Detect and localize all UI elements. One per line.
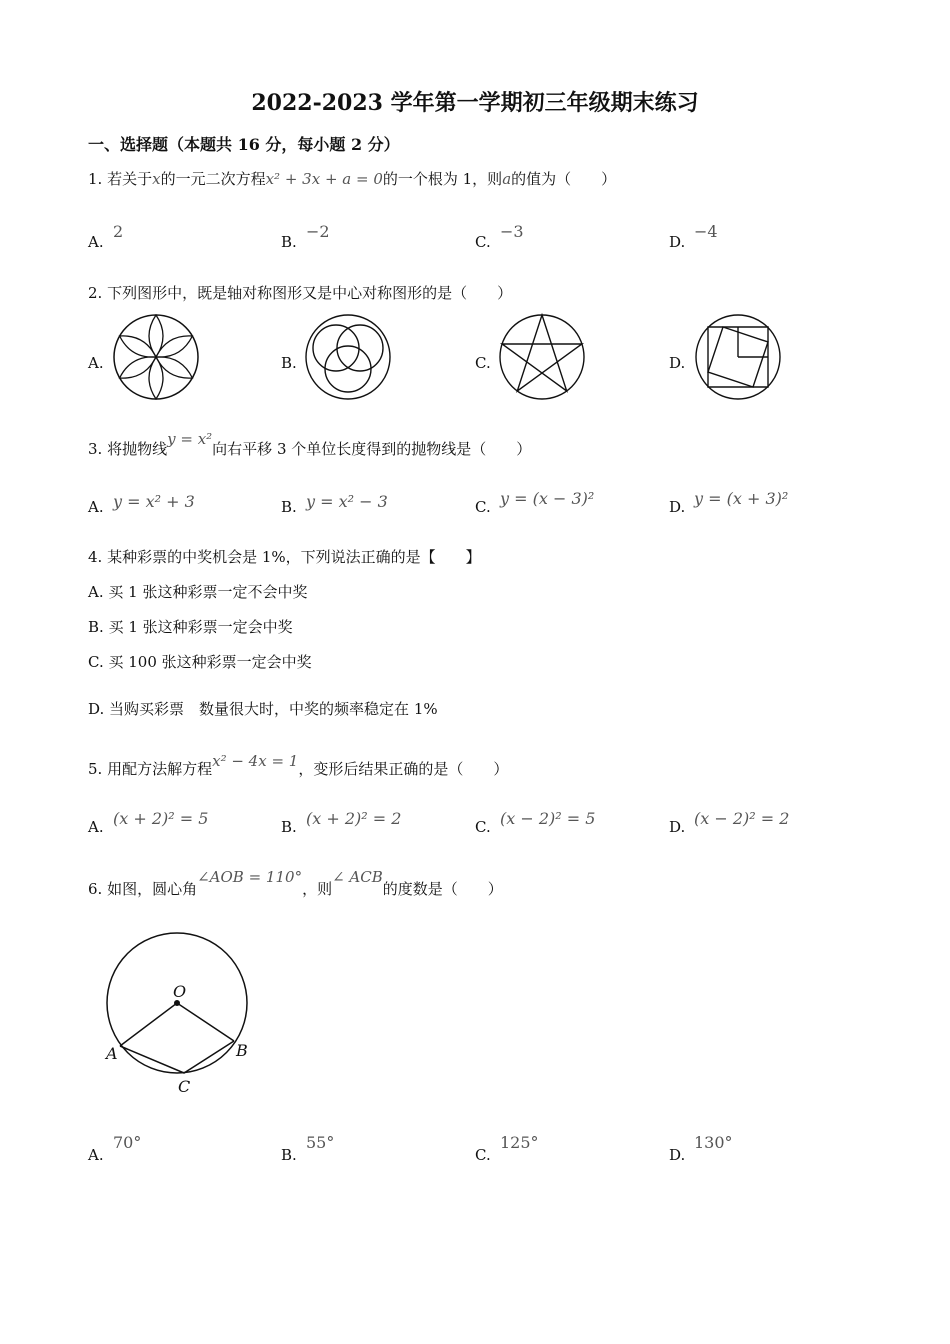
option-value: 2 (113, 222, 124, 241)
question-text: 的值为（ ） (511, 170, 617, 188)
option-letter: B. (281, 1146, 297, 1164)
option-d[interactable] (669, 1146, 685, 1164)
option-letter: D. (669, 233, 686, 251)
angle-aob: ∠AOB = 110° (197, 868, 303, 886)
angle-acb: ∠ ACB (332, 868, 383, 886)
variable-x: x (152, 170, 161, 188)
question-number: 6. (88, 880, 103, 898)
option-letter: D. (669, 354, 686, 372)
question-5 (88, 752, 509, 779)
option-value: y = (x − 3)² (500, 489, 595, 508)
option-letter: D. (669, 1146, 686, 1164)
option-value: −4 (694, 222, 718, 241)
option-letter: D. (88, 700, 105, 718)
option-letter: D. (669, 818, 686, 836)
option-letter: A. (88, 233, 104, 251)
option-a[interactable] (88, 1146, 104, 1164)
question-2 (88, 282, 512, 303)
option-value: 125° (500, 1133, 539, 1152)
option-value: 买 1 张这种彩票一定不会中奖 (108, 583, 308, 601)
question-text: 用配方法解方程 (107, 760, 213, 778)
figure-star-circle (497, 312, 587, 402)
option-b[interactable] (281, 498, 297, 516)
option-d[interactable] (88, 698, 438, 719)
figure-pinwheel-circle (693, 312, 783, 402)
option-value: −3 (500, 222, 524, 241)
option-c[interactable] (475, 818, 491, 836)
option-letter: A. (88, 583, 104, 601)
question-text: 某种彩票的中奖机会是 1%，下列说法正确的是【 】 (107, 548, 481, 566)
option-c[interactable] (475, 1146, 491, 1164)
question-text: 的度数是（ ） (382, 880, 503, 898)
option-value: 当购买彩票 数量很大时，中奖的频率稳定在 1% (109, 700, 438, 718)
option-value: (x + 2)² = 5 (113, 809, 209, 828)
option-b[interactable] (281, 233, 297, 251)
question-number: 4. (88, 548, 103, 566)
question-number: 5. (88, 760, 103, 778)
option-letter: B. (281, 233, 297, 251)
question-text: 若关于 (107, 170, 153, 188)
option-value: 55° (306, 1133, 335, 1152)
option-a[interactable] (88, 818, 104, 836)
option-value: y = x² − 3 (306, 492, 388, 511)
variable-a: a (502, 170, 512, 188)
option-letter: A. (88, 354, 104, 372)
option-b[interactable] (281, 1146, 297, 1164)
question-number: 1. (88, 170, 103, 188)
option-value: 70° (113, 1133, 142, 1152)
option-letter: C. (475, 498, 491, 516)
figure-flower-circle (111, 312, 201, 402)
question-text: ，则 (302, 880, 333, 898)
option-letter: A. (88, 818, 104, 836)
option-letter: A. (88, 498, 104, 516)
figure-circle-angle (100, 928, 260, 1098)
option-value: y = (x + 3)² (694, 489, 789, 508)
option-c[interactable] (475, 498, 491, 516)
question-text: ，变形后结果正确的是（ ） (298, 760, 509, 778)
option-value: (x − 2)² = 2 (694, 809, 790, 828)
label-b: B (236, 1041, 248, 1060)
question-text: 将抛物线 (107, 440, 168, 458)
option-letter: A. (88, 1146, 104, 1164)
question-text: 的一个根为 1，则 (382, 170, 503, 188)
option-a[interactable] (88, 354, 104, 372)
option-d[interactable] (669, 818, 685, 836)
page-title: 2022-2023 学年第一学期初三年级期末练习 (251, 90, 699, 116)
option-letter: B. (281, 354, 297, 372)
option-letter: B. (88, 618, 104, 636)
question-text: 下列图形中，既是轴对称图形又是中心对称图形的是（ ） (107, 284, 513, 302)
option-d[interactable] (669, 354, 685, 372)
option-b[interactable] (281, 818, 297, 836)
option-value: (x − 2)² = 5 (500, 809, 596, 828)
option-letter: B. (281, 498, 297, 516)
figure-three-circles (303, 312, 393, 402)
question-number: 2. (88, 284, 103, 302)
option-b[interactable] (281, 354, 297, 372)
option-d[interactable] (669, 498, 685, 516)
label-o: O (173, 982, 187, 1001)
equation: x² + 3x + a = 0 (265, 170, 383, 188)
option-value: 买 1 张这种彩票一定会中奖 (108, 618, 293, 636)
label-a: A (106, 1044, 118, 1063)
option-value: 130° (694, 1133, 733, 1152)
option-b[interactable] (88, 616, 293, 637)
option-c[interactable] (88, 651, 312, 672)
question-1 (88, 168, 616, 189)
option-letter: C. (475, 354, 491, 372)
option-c[interactable] (475, 354, 491, 372)
section-heading: 一、选择题（本题共 16 分，每小题 2 分） (88, 135, 400, 154)
label-c: C (178, 1077, 191, 1096)
option-value: (x + 2)² = 2 (306, 809, 402, 828)
option-value: y = x² + 3 (113, 492, 195, 511)
option-letter: C. (88, 653, 104, 671)
question-text: 向右平移 3 个单位长度得到的抛物线是（ ） (212, 440, 532, 458)
option-c[interactable] (475, 233, 491, 251)
option-letter: B. (281, 818, 297, 836)
question-number: 3. (88, 440, 103, 458)
question-text: 的一元二次方程 (160, 170, 266, 188)
option-a[interactable] (88, 498, 104, 516)
option-letter: C. (475, 233, 491, 251)
option-letter: D. (669, 498, 686, 516)
option-letter: C. (475, 818, 491, 836)
equation: y = x² (167, 430, 213, 448)
question-4 (88, 546, 481, 567)
option-d[interactable] (669, 233, 685, 251)
question-3 (88, 430, 532, 459)
option-a[interactable] (88, 233, 104, 251)
question-6 (88, 868, 503, 899)
option-a[interactable] (88, 581, 307, 602)
option-value: 买 100 张这种彩票一定会中奖 (108, 653, 312, 671)
option-value: −2 (306, 222, 330, 241)
option-letter: C. (475, 1146, 491, 1164)
equation: x² − 4x = 1 (212, 752, 299, 770)
question-text: 如图，圆心角 (107, 880, 198, 898)
